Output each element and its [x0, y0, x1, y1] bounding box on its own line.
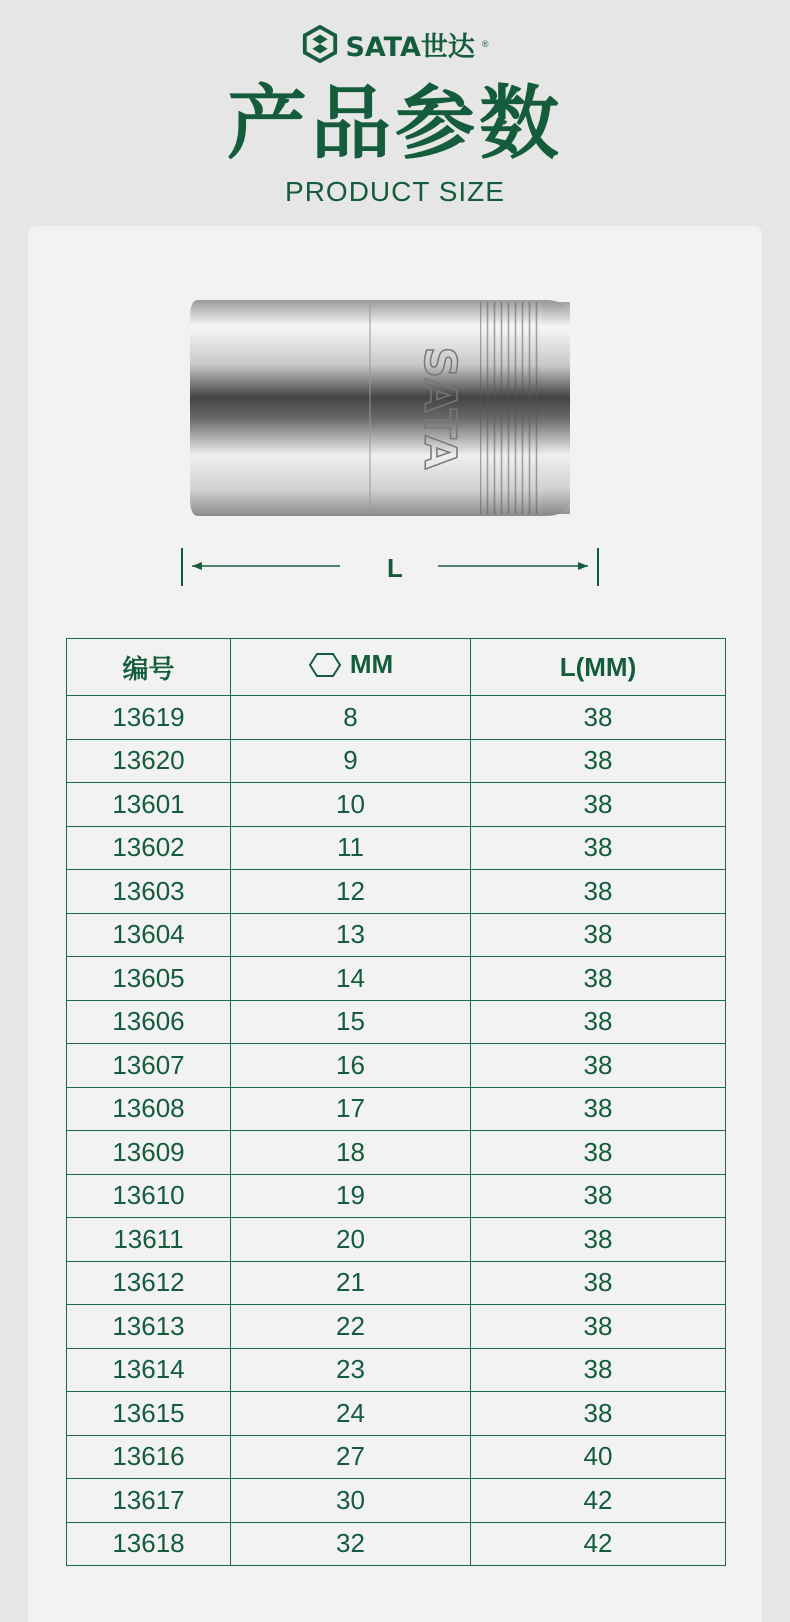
page-subtitle: PRODUCT SIZE: [285, 176, 505, 207]
table-row: [67, 739, 726, 783]
cell-hex-size: 16: [231, 1044, 471, 1088]
cell-length: 38: [471, 1348, 726, 1392]
table-header-row: [67, 639, 726, 696]
cell-length: 38: [471, 1305, 726, 1349]
cell-length: 38: [471, 957, 726, 1001]
cell-model-number: 13609: [67, 1131, 231, 1175]
header-model-number: 编号: [67, 639, 231, 696]
cell-hex-size: 19: [231, 1174, 471, 1218]
cell-hex-size: 24: [231, 1392, 471, 1436]
cell-model-number: 13602: [67, 826, 231, 870]
cell-model-number: 13611: [67, 1218, 231, 1262]
cell-length: 38: [471, 1044, 726, 1088]
cell-hex-size: 8: [231, 696, 471, 740]
dimension-label: L: [387, 553, 403, 583]
registered-mark-icon: ®: [481, 39, 489, 49]
page-title: 产品参数: [227, 77, 563, 170]
cell-hex-size: 22: [231, 1305, 471, 1349]
spec-table: [66, 638, 726, 1566]
brand-logo: [0, 22, 790, 66]
socket-product-image: [190, 288, 590, 528]
cell-hex-size: 17: [231, 1087, 471, 1131]
table-row: [67, 1218, 726, 1262]
cell-length: 40: [471, 1435, 726, 1479]
cell-length: 38: [471, 870, 726, 914]
table-row: [67, 1522, 726, 1566]
cell-length: 42: [471, 1522, 726, 1566]
cell-model-number: 13619: [67, 696, 231, 740]
table-row: [67, 1131, 726, 1175]
cell-length: 38: [471, 1174, 726, 1218]
cell-length: 38: [471, 1000, 726, 1044]
cell-length: 38: [471, 1218, 726, 1262]
table-row: [67, 1435, 726, 1479]
sata-logo-icon: [301, 25, 339, 63]
cell-length: 38: [471, 696, 726, 740]
cell-model-number: 13615: [67, 1392, 231, 1436]
table-row: [67, 783, 726, 827]
header-hex-size-label: MM: [349, 649, 394, 680]
cell-model-number: 13606: [67, 1000, 231, 1044]
cell-hex-size: 30: [231, 1479, 471, 1523]
cell-length: 38: [471, 826, 726, 870]
cell-model-number: 13620: [67, 739, 231, 783]
table-row: [67, 1174, 726, 1218]
header-hex-size: [231, 639, 471, 696]
cell-model-number: 13605: [67, 957, 231, 1001]
table-row: [67, 826, 726, 870]
cell-model-number: 13604: [67, 913, 231, 957]
cell-model-number: 13608: [67, 1087, 231, 1131]
table-row: [67, 696, 726, 740]
header-length: L(MM): [471, 639, 726, 696]
cell-hex-size: 27: [231, 1435, 471, 1479]
cell-hex-size: 11: [231, 826, 471, 870]
cell-length: 38: [471, 913, 726, 957]
cell-length: 38: [471, 783, 726, 827]
cell-hex-size: 13: [231, 913, 471, 957]
cell-hex-size: 9: [231, 739, 471, 783]
cell-hex-size: 20: [231, 1218, 471, 1262]
hexagon-icon: [308, 652, 342, 678]
cell-model-number: 13618: [67, 1522, 231, 1566]
brand-name: SATA世达: [345, 31, 475, 63]
table-row: [67, 1392, 726, 1436]
cell-model-number: 13613: [67, 1305, 231, 1349]
table-row: [67, 1000, 726, 1044]
cell-model-number: 13616: [67, 1435, 231, 1479]
table-row: [67, 1305, 726, 1349]
cell-hex-size: 32: [231, 1522, 471, 1566]
svg-text:SATA: SATA: [414, 346, 465, 470]
table-row: [67, 1087, 726, 1131]
cell-model-number: 13617: [67, 1479, 231, 1523]
cell-hex-size: 15: [231, 1000, 471, 1044]
cell-model-number: 13614: [67, 1348, 231, 1392]
table-row: [67, 870, 726, 914]
table-row: [67, 1261, 726, 1305]
table-row: [67, 1044, 726, 1088]
cell-hex-size: 14: [231, 957, 471, 1001]
cell-model-number: 13601: [67, 783, 231, 827]
cell-length: 38: [471, 739, 726, 783]
cell-length: 42: [471, 1479, 726, 1523]
cell-hex-size: 12: [231, 870, 471, 914]
cell-length: 38: [471, 1087, 726, 1131]
cell-model-number: 13603: [67, 870, 231, 914]
table-row: [67, 1479, 726, 1523]
cell-hex-size: 18: [231, 1131, 471, 1175]
cell-hex-size: 21: [231, 1261, 471, 1305]
table-row: [67, 913, 726, 957]
cell-model-number: 13607: [67, 1044, 231, 1088]
cell-model-number: 13610: [67, 1174, 231, 1218]
cell-length: 38: [471, 1392, 726, 1436]
table-row: [67, 957, 726, 1001]
cell-length: 38: [471, 1131, 726, 1175]
cell-hex-size: 23: [231, 1348, 471, 1392]
table-row: [67, 1348, 726, 1392]
cell-model-number: 13612: [67, 1261, 231, 1305]
cell-length: 38: [471, 1261, 726, 1305]
cell-hex-size: 10: [231, 783, 471, 827]
